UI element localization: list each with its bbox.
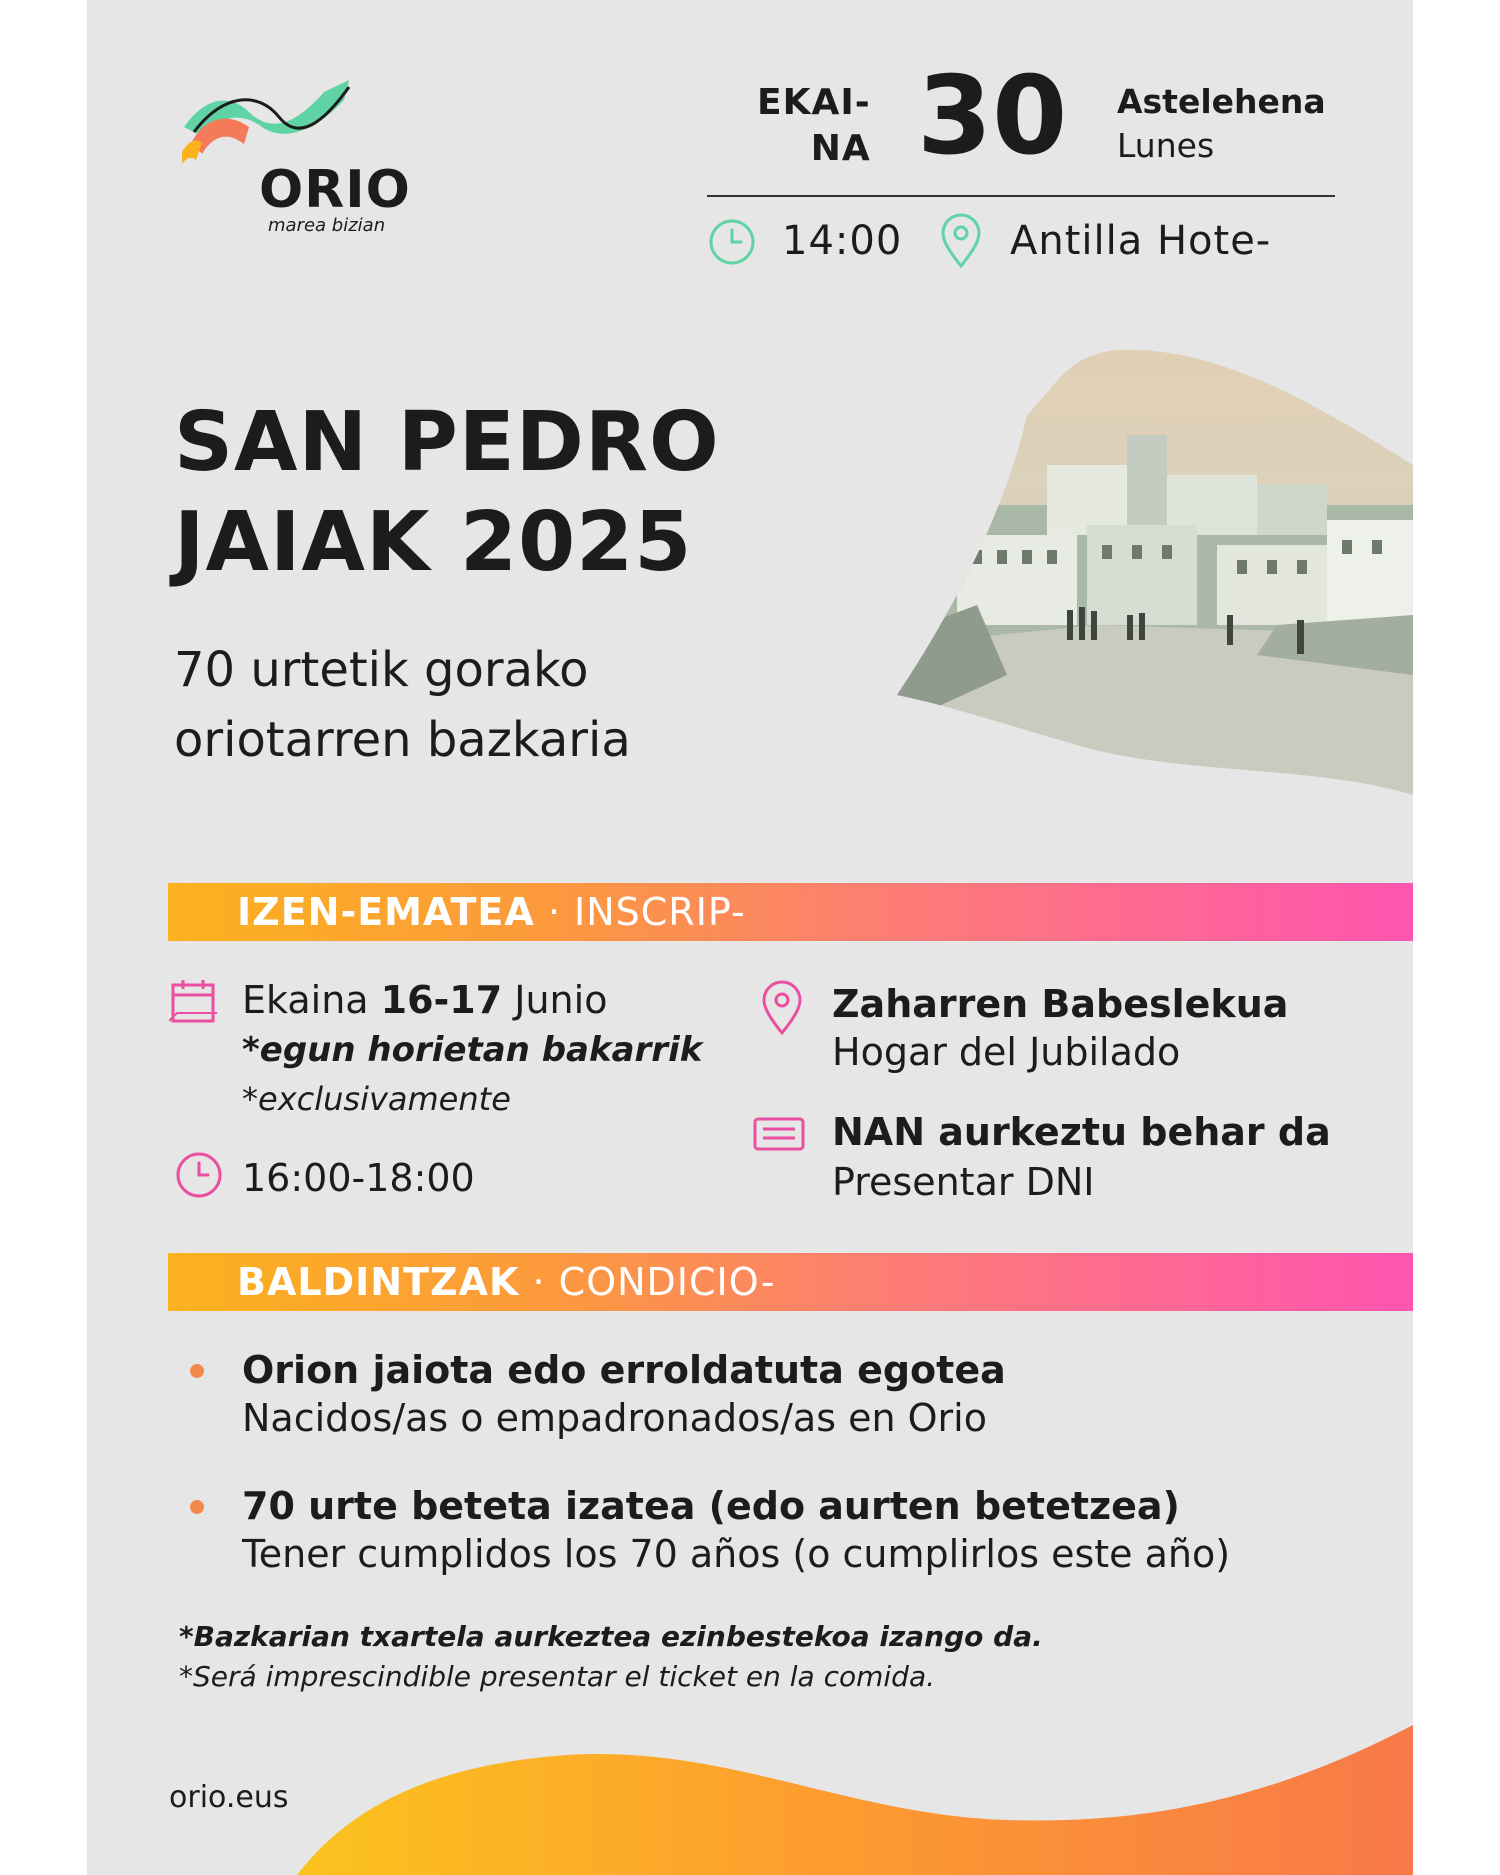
event-weekday-eu: Astelehena [1117, 82, 1326, 121]
registration-date-days: 16-17 [380, 978, 503, 1022]
registration-time: 16:00-18:00 [242, 1156, 475, 1200]
registration-heading-es: INSCRIP- [574, 890, 746, 934]
registration-date-prefix: Ekaina [242, 978, 381, 1022]
condition-es: Tener cumplidos los 70 años (o cumplirlos este año) [242, 1532, 1231, 1576]
conditions-heading-eu: BALDINTZAK [237, 1260, 520, 1304]
page-title [174, 393, 720, 593]
registration-heading-eu: IZEN-EMATEA [237, 890, 535, 934]
event-month [757, 80, 871, 172]
ticket-note-eu: *Bazkarian txartela aurkeztea ezinbestekoa izango da. [179, 1620, 1043, 1653]
bullet-icon [190, 1500, 204, 1514]
registration-place-eu: Zaharren Babeslekua [832, 982, 1289, 1026]
registration-date-suffix: Junio [502, 978, 608, 1022]
clock-icon [707, 217, 757, 267]
registration-note-es: *exclusivamente [242, 1080, 511, 1118]
registration-heading-separator: · [534, 890, 574, 934]
bullet-icon [190, 1364, 204, 1378]
date-divider [707, 195, 1335, 197]
title-line1: SAN PEDRO [174, 395, 720, 490]
event-day: 30 [917, 54, 1068, 179]
clock-icon [174, 1150, 224, 1200]
id-requirement-eu: NAN aurkeztu behar da [832, 1110, 1331, 1154]
conditions-heading-separator: · [519, 1260, 559, 1304]
event-month-line2: NA [810, 128, 871, 169]
event-month-line1: EKAI- [757, 82, 871, 123]
location-pin-icon [939, 213, 983, 269]
registration-dates [242, 978, 607, 1022]
id-requirement-es: Presentar DNI [832, 1160, 1095, 1204]
registration-place-es: Hogar del Jubilado [832, 1030, 1181, 1074]
event-weekday-es: Lunes [1117, 126, 1215, 165]
historic-town-photo [897, 345, 1413, 795]
event-time: 14:00 [782, 218, 903, 264]
subtitle-line2: oriotarren bazkaria [174, 712, 631, 768]
ticket-note-es: *Será imprescindible presentar el ticket en la comida. [179, 1660, 935, 1693]
logo-name: ORIO [259, 160, 411, 220]
conditions-heading [237, 1253, 775, 1311]
registration-heading [237, 883, 746, 941]
poster [87, 0, 1413, 1875]
condition-eu: 70 urte beteta izatea (edo aurten betetzea) [242, 1484, 1180, 1528]
condition-es: Nacidos/as o empadronados/as en Orio [242, 1396, 987, 1440]
location-pin-icon [760, 980, 804, 1036]
condition-eu: Orion jaiota edo erroldatuta egotea [242, 1348, 1006, 1392]
logo-wave-icon [174, 72, 364, 167]
website-link[interactable]: orio.eus [169, 1780, 289, 1815]
subtitle [174, 635, 631, 775]
event-place: Antilla Hote- [1010, 218, 1272, 264]
logo-tagline: marea bizian [268, 215, 386, 236]
title-line2: JAIAK 2025 [174, 495, 693, 590]
calendar-icon [169, 977, 219, 1025]
registration-note-eu: *egun horietan bakarrik [242, 1030, 703, 1070]
id-card-icon [752, 1116, 806, 1152]
subtitle-line1: 70 urtetik gorako [174, 642, 589, 698]
conditions-heading-es: CONDICIO- [558, 1260, 776, 1304]
